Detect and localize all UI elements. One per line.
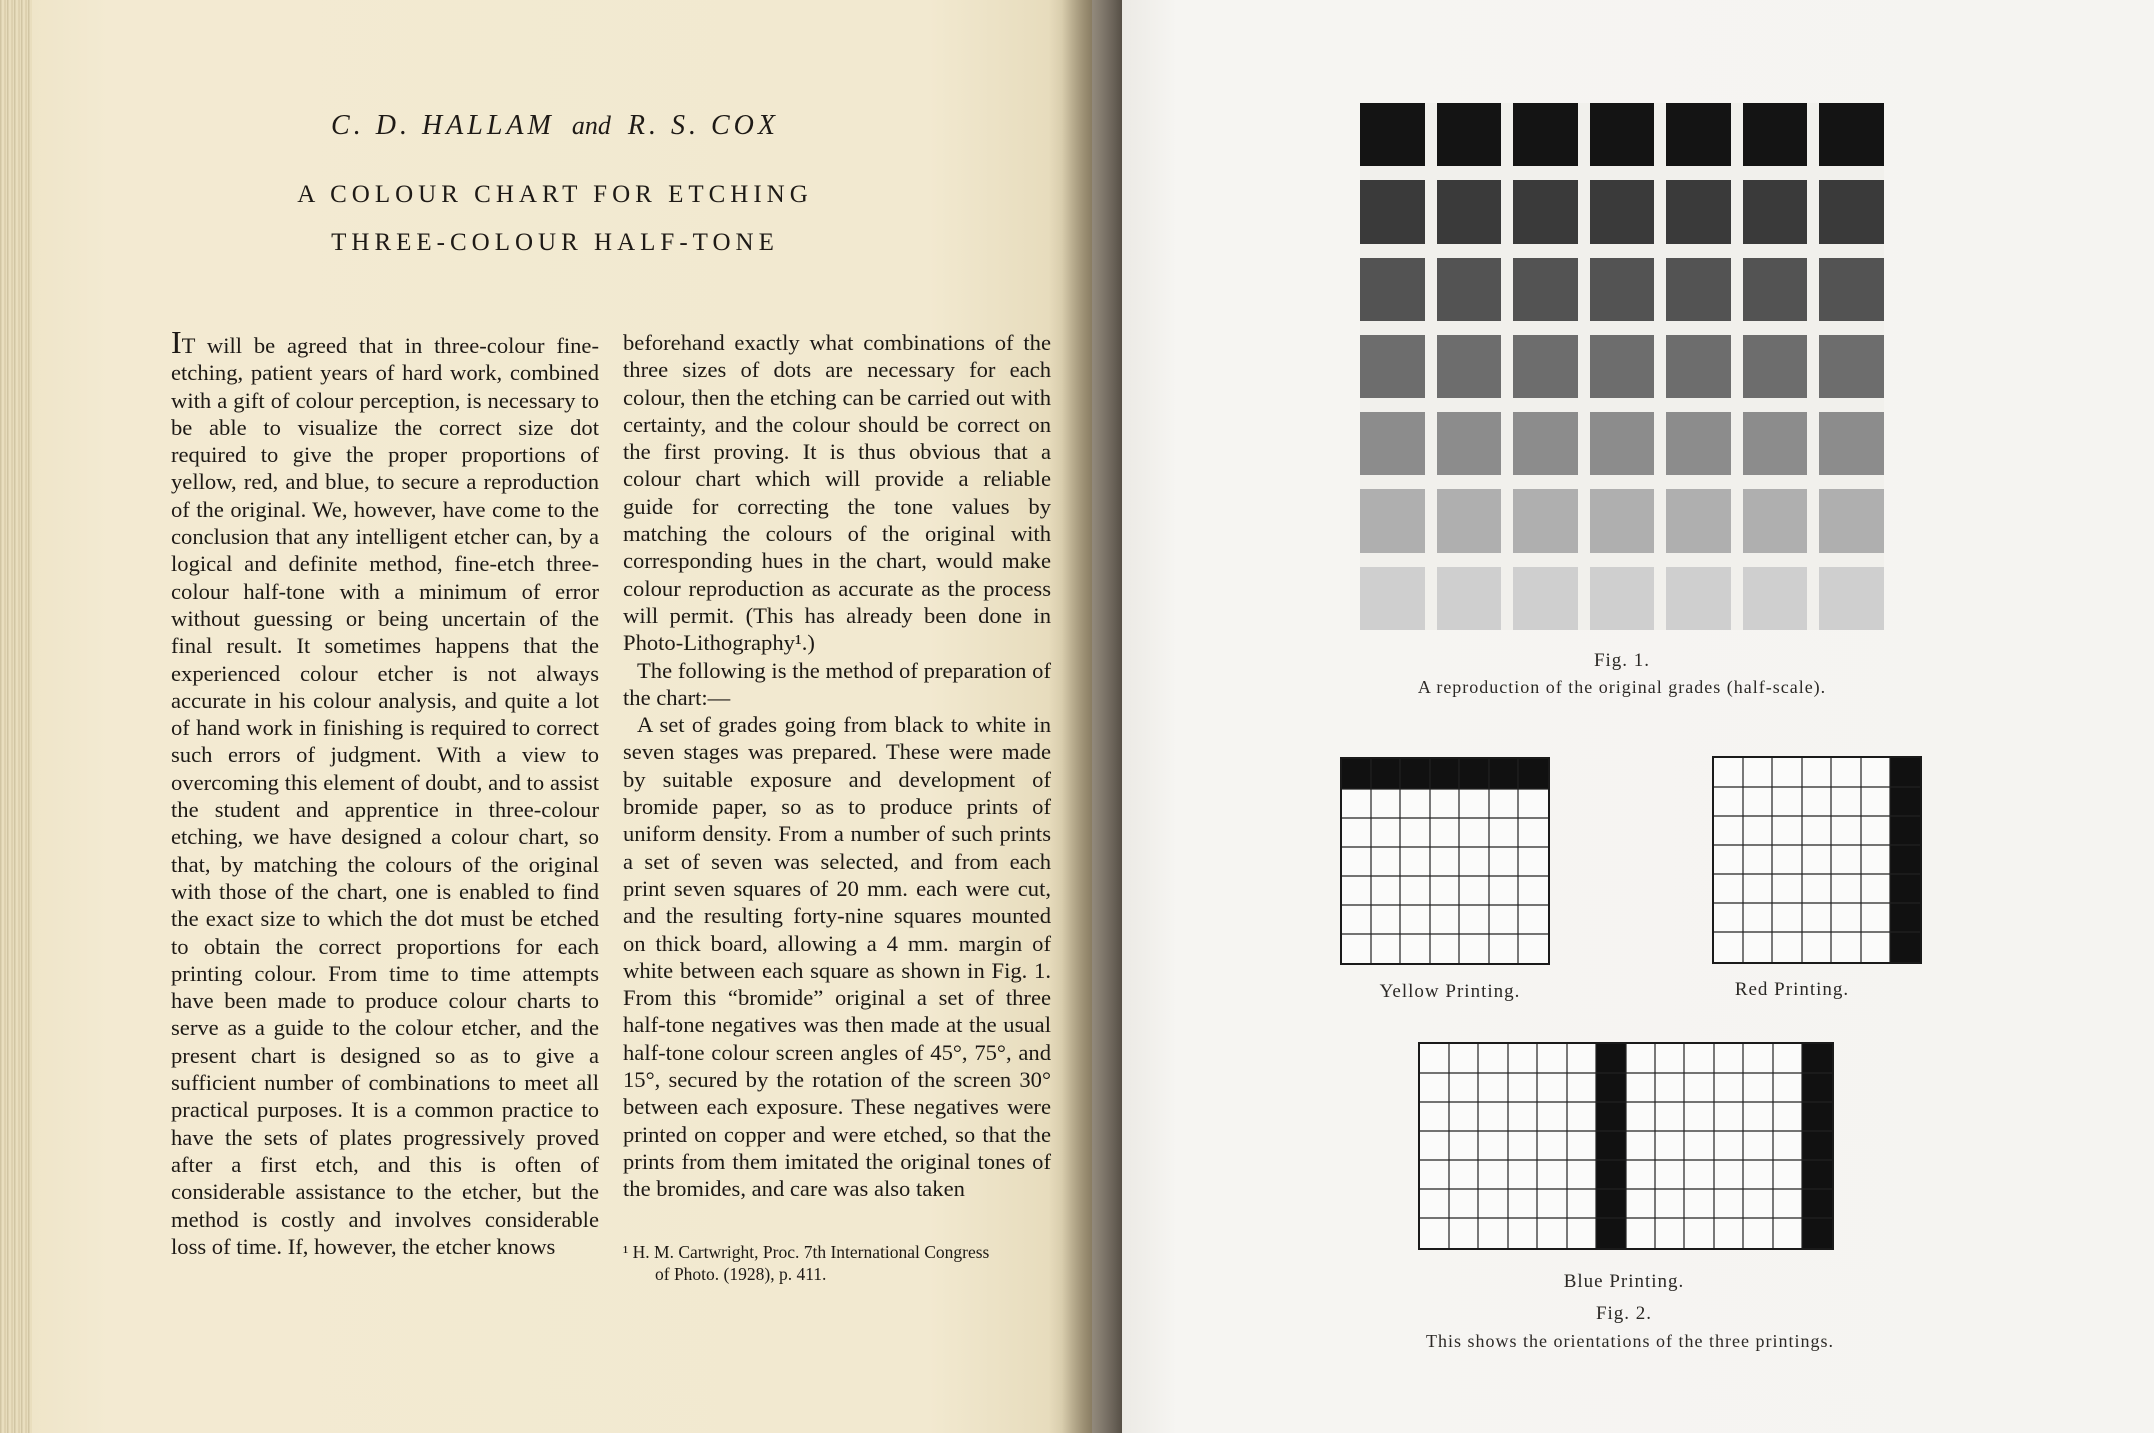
grade-square [1590, 567, 1655, 630]
grade-square [1666, 335, 1731, 398]
grade-square [1666, 180, 1731, 243]
body-column-2 [623, 329, 1051, 1203]
yellow-printing-label: Yellow Printing. [1379, 981, 1521, 1002]
grade-square [1590, 258, 1655, 321]
grade-square [1513, 412, 1578, 475]
paragraph-text: T will be agreed that in three-colour fine-etching, patient years of hard work, combined with a gift of colour perception, is necessary to be able to visualize the correct size dot required to give the proper proportions of yellow, red, and blue, to secure a reproduction of the original. We, however, have come to the conclusion that any intelligent etcher can, by a logical and definite method, fine-etch three-colour half-tone with a minimum of error without guessing or being uncertain of the final result. It sometimes happens that the experienced colour etcher is not always accurate in his colour analysis, and quite a lot of hand work in finishing is required to correct such errors of judgment. With a view to overcoming this element of doubt, and to assist the student and apprentice in three-colour etching, we have designed a colour chart, so that, by matching the colours of the original with those of the chart, one is enabled to find the exact size to which the dot must be etched to obtain the correct proportions for each printing colour. From time to time attempts have been made to produce colour charts to serve as a guide to the colour etcher, and the present chart is designed so as to give a sufficient number of combinations to meet all practical purposes. It is a common practice to have the sets of plates progressively proved after a first etch, and this is often of considerable assistance to the etcher, but the method is costly and involves considerable loss of time. If, however, the etcher knows [171, 333, 599, 1259]
author-2: R. S. COX [627, 110, 779, 141]
drop-cap: I [171, 324, 182, 360]
grade-square [1360, 567, 1425, 630]
fig1-caption: A reproduction of the original grades (half-scale). [1417, 677, 1827, 697]
grade-square [1513, 489, 1578, 552]
grade-square [1590, 335, 1655, 398]
body-column-1 [171, 324, 599, 1260]
grade-square [1819, 103, 1884, 166]
grade-square [1437, 258, 1502, 321]
grade-square [1360, 180, 1425, 243]
blue-printing-grid [1418, 1042, 1834, 1250]
grade-square [1819, 335, 1884, 398]
grade-square [1743, 180, 1808, 243]
grade-square [1360, 103, 1425, 166]
paragraph: beforehand exactly what combinations of the three sizes of dots are necessary for each colour, then the etching can be carried out with certainty, and the colour should be correct on the first proving. It is thus obvious that a colour chart which will provide a reliable guide for correcting the tone values by matching the colours of the original with corresponding hues in the chart, would make colour reproduction as accurate as the process will permit. (This has already been done in Photo-Lithography¹.) [623, 330, 1051, 656]
grade-square [1819, 489, 1884, 552]
paragraph: The following is the method of preparation of the chart:— [623, 657, 1051, 710]
grade-square [1666, 489, 1731, 552]
grade-square [1360, 335, 1425, 398]
yellow-grid-lines [1342, 759, 1548, 963]
footnote [623, 1241, 1051, 1285]
grade-square [1743, 335, 1808, 398]
grade-square [1666, 412, 1731, 475]
grade-square [1437, 335, 1502, 398]
page-edges [0, 0, 32, 1433]
grade-square [1666, 567, 1731, 630]
grade-square [1590, 489, 1655, 552]
grade-square [1513, 567, 1578, 630]
article-title-line-1: A COLOUR CHART FOR ETCHING [297, 181, 813, 208]
grade-square [1437, 412, 1502, 475]
yellow-black-band [1342, 759, 1548, 789]
grade-square [1437, 180, 1502, 243]
grade-square [1743, 258, 1808, 321]
grade-square [1819, 180, 1884, 243]
red-grid-lines [1714, 758, 1920, 962]
grade-square [1513, 180, 1578, 243]
footnote-line-2: of Photo. (1928), p. 411. [655, 1264, 827, 1284]
grade-square [1513, 258, 1578, 321]
paragraph: A set of grades going from black to white in seven stages was prepared. These were made by suitable exposure and development of bromide paper, so as to produce prints of uniform density. From a number of such prints a set of seven was selected, and from each print seven squares of 20 mm. each were cut, and the resulting forty-nine squares mounted on thick board, allowing a 4 mm. margin of white between each square as shown in Fig. 1. From this “bromide” original a set of three half-tone negatives was then made at the usual half-tone colour screen angles of 45°, 75°, and 15°, secured by the rotation of the screen 30° between each exposure. These negatives were printed on copper and were etched, so that the prints from them imitated the original tones of the bromides, and care was also taken [623, 712, 1051, 1202]
fig1-grade-chart [1360, 103, 1884, 630]
blue-printing-label: Blue Printing. [1563, 1271, 1685, 1292]
fig2-label: Fig. 2. [1595, 1303, 1653, 1324]
grade-square [1819, 258, 1884, 321]
grade-square [1437, 103, 1502, 166]
grade-square [1819, 412, 1884, 475]
red-printing-grid [1712, 756, 1922, 964]
grade-square [1819, 567, 1884, 630]
grade-square [1590, 180, 1655, 243]
book-gutter [1062, 0, 1122, 1433]
author-conjunction: and [571, 111, 611, 140]
yellow-printing-grid [1340, 757, 1550, 965]
fig1-label: Fig. 1. [1593, 650, 1651, 671]
grade-square [1513, 335, 1578, 398]
grade-square [1666, 103, 1731, 166]
grade-square [1743, 412, 1808, 475]
blue-grid-lines [1420, 1044, 1832, 1248]
grade-square [1590, 103, 1655, 166]
grade-square [1360, 258, 1425, 321]
grade-square [1513, 103, 1578, 166]
grade-square [1437, 489, 1502, 552]
fig2-caption: This shows the orientations of the three printings. [1426, 1331, 1834, 1351]
grade-square [1437, 567, 1502, 630]
grade-square [1360, 412, 1425, 475]
paragraph [171, 324, 599, 1260]
article-authors [170, 110, 940, 142]
grade-square [1743, 567, 1808, 630]
article-title-line-2: THREE-COLOUR HALF-TONE [331, 229, 779, 256]
grade-square [1590, 412, 1655, 475]
grade-square [1666, 258, 1731, 321]
grade-square [1360, 489, 1425, 552]
author-1: C. D. HALLAM [331, 110, 555, 141]
footnote-line-1: ¹ H. M. Cartwright, Proc. 7th International Congress [623, 1242, 990, 1262]
red-printing-label: Red Printing. [1734, 979, 1850, 1000]
grade-square [1743, 489, 1808, 552]
grade-square [1743, 103, 1808, 166]
